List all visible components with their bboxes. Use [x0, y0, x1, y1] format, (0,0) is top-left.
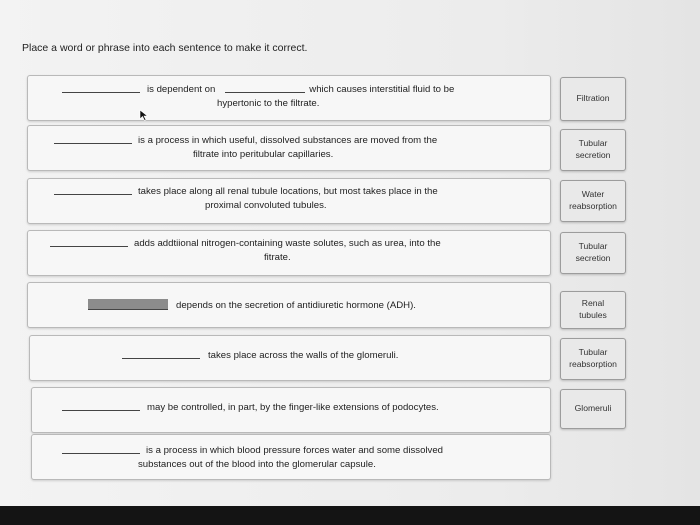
sentence-8-text: is a process in which blood pressure forces water and some dissolved [146, 445, 444, 456]
chip-3-line-1: Water [581, 189, 605, 200]
instruction-text: Place a word or phrase into each sentence to make it correct. [22, 42, 308, 54]
sentence-7-line-1 [62, 402, 439, 413]
word-chip-tubular-secretion[interactable] [560, 129, 626, 171]
word-chip-tubular-secretion-2[interactable] [560, 232, 626, 274]
chip-1-label: Filtration [576, 93, 610, 104]
sentence-5-line-1 [88, 299, 416, 311]
word-chip-glomeruli[interactable] [560, 389, 626, 429]
sentence-2-line-2: filtrate into peritubular capillaries. [193, 149, 334, 160]
blank-1b[interactable] [225, 92, 305, 93]
chip-2-line-2: secretion [575, 150, 611, 160]
blank-7[interactable] [62, 410, 140, 411]
sentence-1-mid: which causes interstitial fluid to be [309, 84, 455, 95]
blank-4[interactable] [50, 246, 128, 247]
blank-6[interactable] [122, 358, 200, 359]
sentence-4-line-1 [50, 238, 441, 249]
mouse-cursor-icon [139, 109, 149, 121]
sentence-1-line-1 [62, 84, 454, 95]
chip-2-line-1: Tubular [578, 138, 608, 149]
sentence-8-line-2: substances out of the blood into the glomerular capsule. [138, 459, 376, 470]
sentence-4-line-2: fitrate. [264, 252, 291, 263]
chip-7-label: Glomeruli [574, 403, 612, 414]
sentence-1-line-2: hypertonic to the filtrate. [217, 98, 320, 109]
sentence-7-text: may be controlled, in part, by the finger-like extensions of podocytes. [147, 402, 439, 413]
chip-4-line-1: Tubular [578, 241, 608, 252]
sentence-4-text: adds addtiional nitrogen-containing waste solutes, such as urea, into the [134, 238, 441, 249]
word-chip-filtration[interactable] [560, 77, 626, 121]
chip-6-line-1: Tubular [578, 347, 608, 358]
chip-5-line-1: Renal [581, 298, 605, 309]
chip-6-line-2: reabsorption [569, 359, 617, 369]
sentence-3-text: takes place along all renal tubule locations, but most takes place in the [138, 186, 438, 197]
word-chip-water-reabsorption[interactable] [560, 180, 626, 222]
blank-1a[interactable] [62, 92, 140, 93]
blank-3[interactable] [54, 194, 132, 195]
bottom-dark-bar [0, 506, 700, 525]
sentence-6-text: takes place across the walls of the glomeruli. [208, 350, 399, 361]
chip-4-line-2: secretion [575, 253, 611, 263]
chip-5-line-2: tubules [579, 310, 607, 320]
sentence-6-line-1 [122, 350, 398, 361]
blank-5-filled[interactable] [88, 299, 168, 310]
sentence-1-pre: is dependent on [147, 84, 216, 95]
sentence-2-line-1 [54, 135, 437, 146]
chip-3-line-2: reabsorption [569, 201, 617, 211]
blank-2[interactable] [54, 143, 132, 144]
sentence-5-text: depends on the secretion of antidiuretic hormone (ADH). [176, 300, 416, 311]
sentence-3-line-1 [54, 186, 438, 197]
blank-8[interactable] [62, 453, 140, 454]
word-chip-renal-tubules[interactable] [560, 291, 626, 329]
sentence-8-line-1 [62, 445, 443, 456]
sentence-card-8 [31, 434, 551, 480]
sentence-2-text: is a process in which useful, dissolved substances are moved from the [138, 135, 438, 146]
sentence-3-line-2: proximal convoluted tubules. [205, 200, 327, 211]
sentence-card-2 [27, 125, 551, 171]
word-chip-tubular-reabsorption[interactable] [560, 338, 626, 380]
